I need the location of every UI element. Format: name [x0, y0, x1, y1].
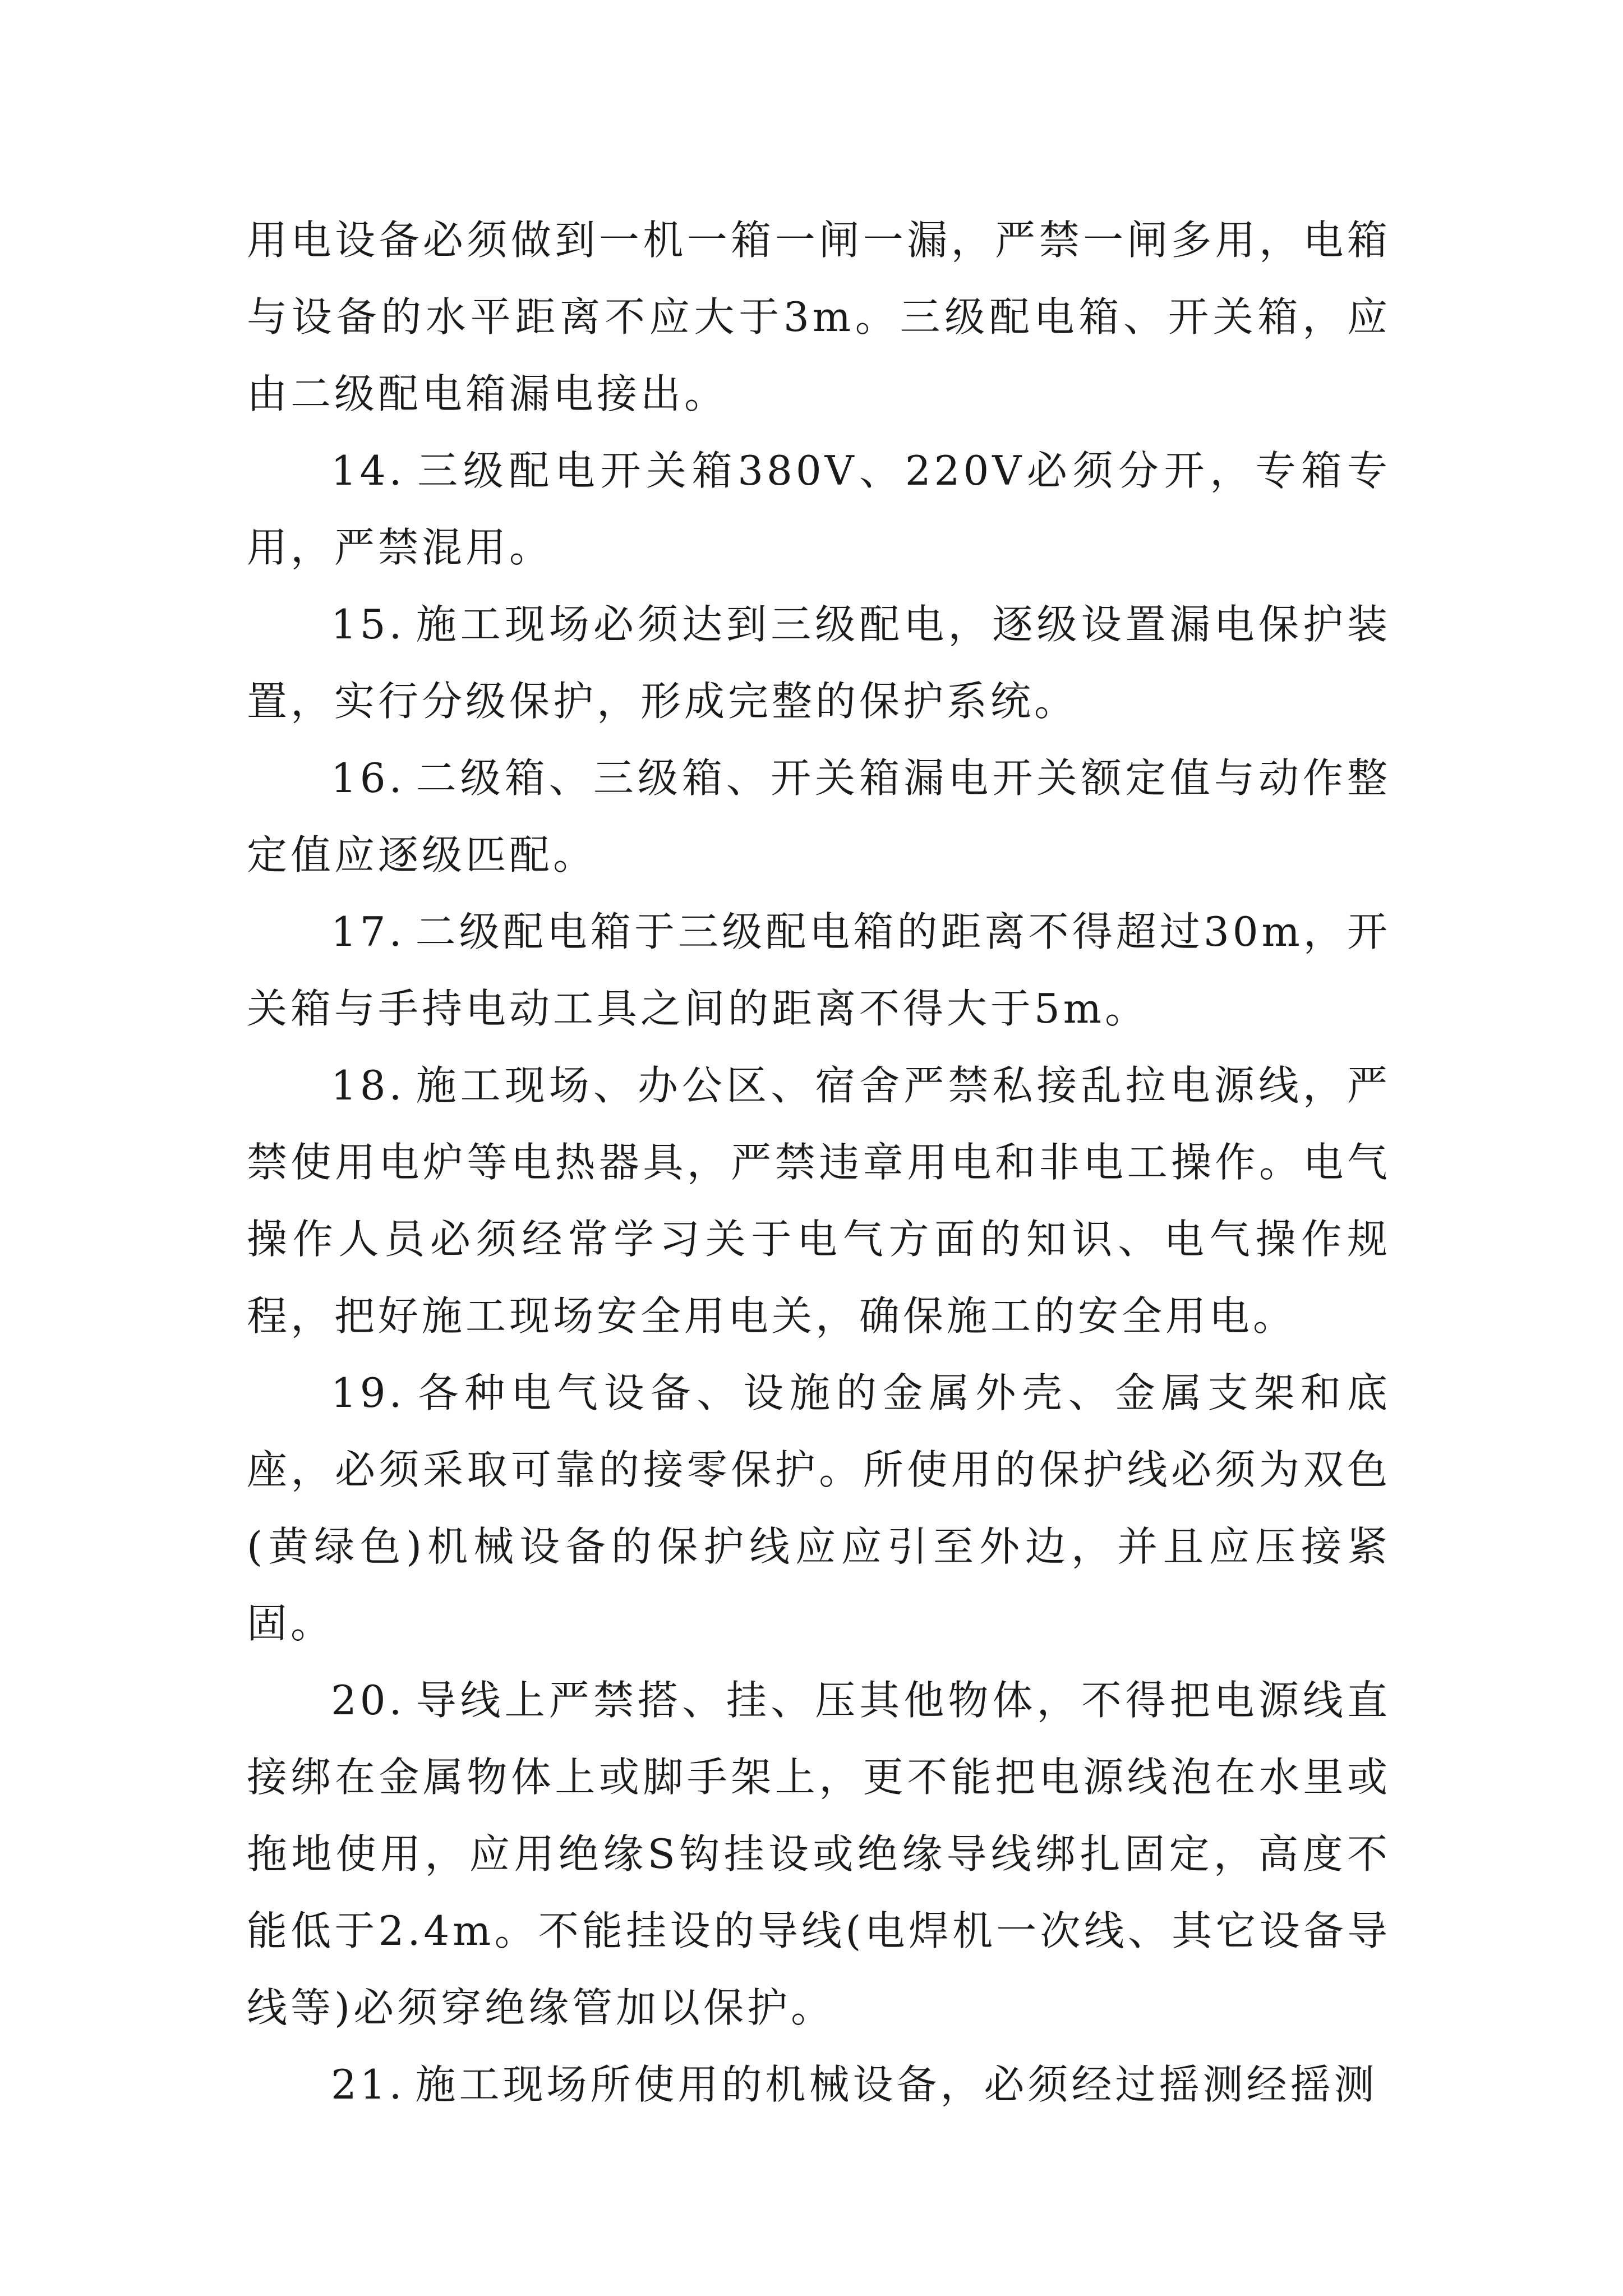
- paragraph-20: [247, 1662, 1391, 2046]
- paragraph-text: 二级箱、三级箱、开关箱漏电开关额定值与动作整定值应逐级匹配。: [247, 754, 1391, 878]
- paragraph-19: [247, 1355, 1391, 1662]
- paragraph-text: 施工现场必须达到三级配电，逐级设置漏电保护装置，实行分级保护，形成完整的保护系统。: [247, 601, 1391, 725]
- paragraph-21: [247, 2046, 1391, 2123]
- document-body: [247, 202, 1391, 2123]
- paragraph-number: 18.: [331, 1062, 405, 1109]
- paragraph-number: 21.: [331, 2061, 405, 2108]
- paragraph-text: 导线上严禁搭、挂、压其他物体，不得把电源线直接绑在金属物体上或脚手架上，更不能把电源线泡在水里或拖地使用，应用绝缘S钩挂设或绝缘导线绑扎固定，高度不能低于2.4m。不能挂设的导线(电焊机一次线、其它设备导线等)必须穿绝缘管加以保护。: [247, 1677, 1391, 2031]
- paragraph-continued: [247, 202, 1391, 432]
- paragraph-text: 三级配电开关箱380V、220V必须分开，专箱专用，严禁混用。: [247, 447, 1391, 571]
- paragraph-14: [247, 432, 1391, 586]
- paragraph-text: 各种电气设备、设施的金属外壳、金属支架和底座，必须采取可靠的接零保护。所使用的保护线必须为双色(黄绿色)机械设备的保护线应应引至外边，并且应压接紧固。: [247, 1369, 1391, 1647]
- paragraph-number: 19.: [331, 1369, 405, 1416]
- paragraph-number: 14.: [331, 447, 405, 494]
- paragraph-16: [247, 740, 1391, 894]
- paragraph-15: [247, 586, 1391, 740]
- paragraph-text: 用电设备必须做到一机一箱一闸一漏，严禁一闸多用，电箱与设备的水平距离不应大于3m。三级配电箱、开关箱，应由二级配电箱漏电接出。: [247, 217, 1391, 417]
- paragraph-text: 施工现场所使用的机械设备，必须经过摇测经摇测: [415, 2061, 1378, 2108]
- paragraph-number: 15.: [331, 601, 405, 648]
- paragraph-text: 施工现场、办公区、宿舍严禁私接乱拉电源线，严禁使用电炉等电热器具，严禁违章用电和非电工操作。电气操作人员必须经常学习关于电气方面的知识、电气操作规程，把好施工现场安全用电关，确保施工的安全用电。: [247, 1062, 1391, 1340]
- paragraph-number: 17.: [331, 908, 405, 955]
- paragraph-18: [247, 1047, 1391, 1355]
- paragraph-17: [247, 894, 1391, 1047]
- paragraph-text: 二级配电箱于三级配电箱的距离不得超过30m，开关箱与手持电动工具之间的距离不得大于5m。: [247, 908, 1391, 1032]
- paragraph-number: 20.: [331, 1677, 405, 1724]
- paragraph-number: 16.: [331, 754, 405, 802]
